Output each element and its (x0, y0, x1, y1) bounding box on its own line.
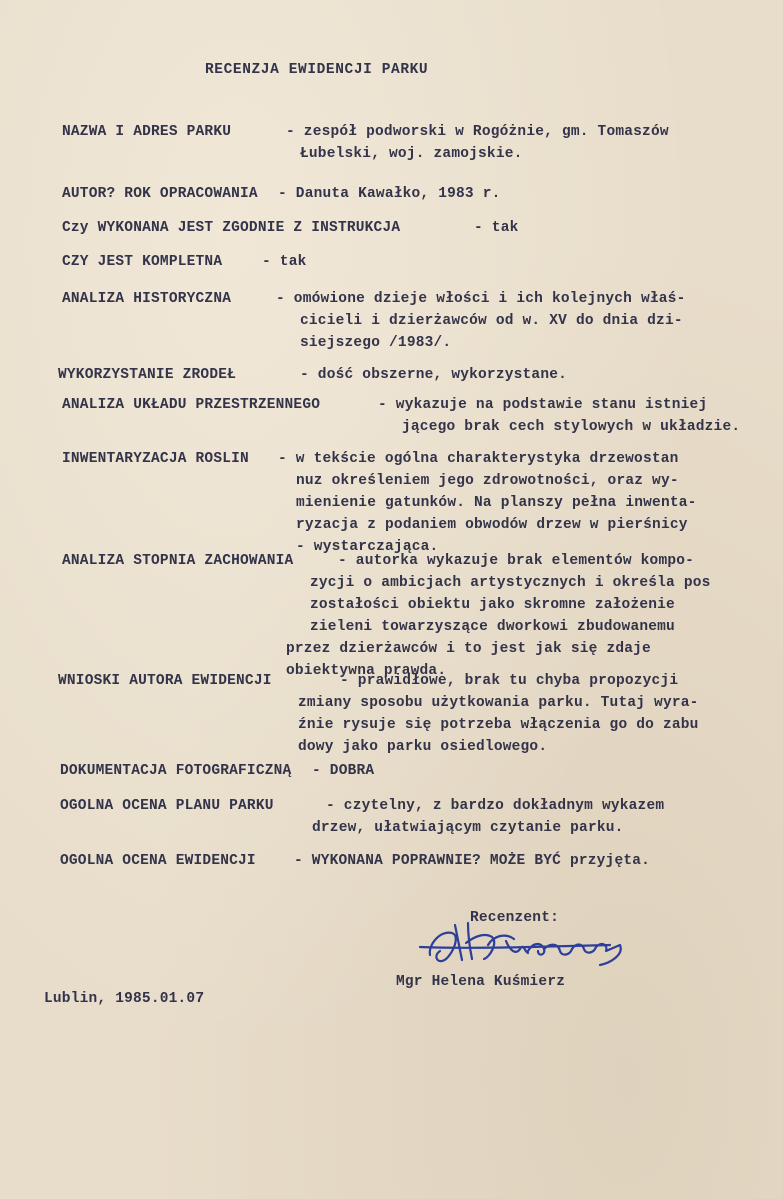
section-label: INWENTARYZACJA ROSLIN (62, 451, 249, 467)
section-label: ANALIZA UKŁADU PRZESTRZENNEGO (62, 397, 321, 413)
section-text: - wystarczająca. (296, 539, 439, 555)
section-text: - tak (474, 220, 519, 236)
section-text: przez dzierżawców i to jest jak się zdaje (286, 641, 651, 657)
section-label: WNIOSKI AUTORA EWIDENCJI (58, 673, 272, 689)
section-label: CZY JEST KOMPLETNA (62, 254, 223, 270)
section-label: OGOLNA OCENA EWIDENCJI (60, 853, 256, 869)
section-text: - czytelny, z bardzo dokładnym wykazem (326, 798, 665, 814)
section-text: drzew, ułatwiającym czytanie parku. (312, 820, 624, 836)
section-text: źnie rysuje się potrzeba włączenia go do zabu (298, 717, 699, 733)
section-text: - Danuta Kawałko, 1983 r. (278, 186, 501, 202)
section-label: OGOLNA OCENA PLANU PARKU (60, 798, 274, 814)
section-label: ANALIZA HISTORYCZNA (62, 291, 232, 307)
section-text: zostałości obiektu jako skromne założenie (310, 597, 675, 613)
section-text: Łubelski, woj. zamojskie. (300, 146, 523, 162)
section-text: zmiany sposobu użytkowania parku. Tutaj wyra- (298, 695, 699, 711)
reviewer-name: Mgr Helena Kuśmierz (396, 974, 566, 990)
section-label: AUTOR? ROK OPRACOWANIA (62, 186, 258, 202)
section-text: - w tekście ogólna charakterystyka drzewostan (278, 451, 679, 467)
section-text: nuz określeniem jego zdrowotności, oraz wy- (296, 473, 679, 489)
section-text: - prawidłowe, brak tu chyba propozycji (340, 673, 679, 689)
section-label: NAZWA I ADRES PARKU (62, 124, 232, 140)
section-text: - omówione dzieje włości i ich kolejnych właś- (276, 291, 686, 307)
section-text: - WYKONANA POPRAWNIE? MOŻE BYĆ przyjęta. (294, 853, 651, 869)
section-text: jącego brak cech stylowych w układzie. (402, 419, 741, 435)
section-text: - tak (262, 254, 307, 270)
section-text: - wykazuje na podstawie stanu istniej (378, 397, 708, 413)
document-title: RECENZJA EWIDENCJI PARKU (205, 62, 429, 78)
section-text: - dość obszerne, wykorzystane. (300, 367, 568, 383)
section-label: Czy WYKONANA JEST ZGODNIE Z INSTRUKCJA (62, 220, 401, 236)
handwritten-signature (410, 905, 650, 975)
reviewer-role: Recenzent: (470, 910, 560, 926)
section-text: mienienie gatunków. Na planszy pełna inwenta- (296, 495, 697, 511)
section-label: WYKORZYSTANIE ZRODEŁ (58, 367, 237, 383)
section-label: ANALIZA STOPNIA ZACHOWANIA (62, 553, 294, 569)
section-text: siejszego /1983/. (300, 335, 452, 351)
section-text: - zespół podworski w Rogóżnie, gm. Tomaszów (286, 124, 669, 140)
section-text: obiektywna prawda. (286, 663, 447, 679)
section-text: zieleni towarzyszące dworkowi zbudowanemu (310, 619, 675, 635)
section-label: DOKUMENTACJA FOTOGRAFICZNĄ (60, 763, 292, 779)
section-text: dowy jako parku osiedlowego. (298, 739, 548, 755)
section-text: zycji o ambicjach artystycznych i określa pos (310, 575, 711, 591)
section-text: - DOBRA (312, 763, 375, 779)
place-date: Lublin, 1985.01.07 (44, 991, 205, 1007)
section-text: cicieli i dzierżawców od w. XV do dnia dzi- (300, 313, 683, 329)
section-text: - autorka wykazuje brak elementów kompo- (338, 553, 695, 569)
section-text: ryzacja z podaniem obwodów drzew w pierśnicy (296, 517, 688, 533)
